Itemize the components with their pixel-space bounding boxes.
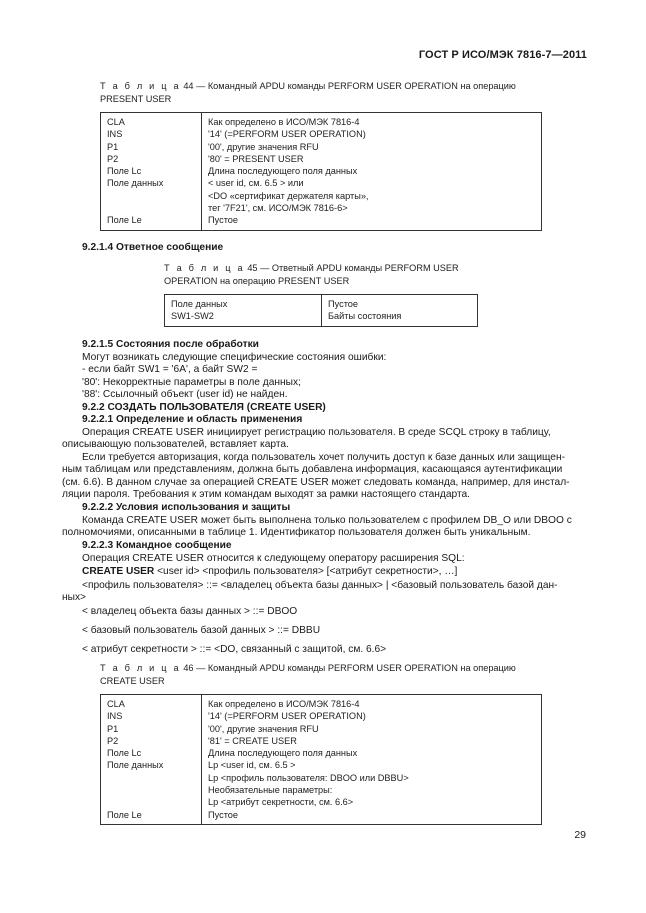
table-44-cell: '00', другие значения RFU: [208, 141, 319, 152]
table-46-caption: [100, 662, 516, 687]
table-46-cell: CLA: [107, 699, 125, 709]
table-46-left-column: [101, 695, 202, 825]
table-46-caption-text: 46 — Командный APDU команды PERFORM USER OPERATION на операцию: [180, 663, 516, 673]
table-46-cell: Lp <атрибут секретности, см. 6.6>: [208, 797, 354, 808]
table-44-cell: < user id, см. 6.5 > или: [208, 178, 304, 189]
paragraph-line: - если байт SW1 = '6A', а байт SW2 =: [82, 364, 258, 375]
table-45: [164, 294, 478, 327]
table-46-cell: P1: [107, 723, 119, 734]
table-44-cell: Как определено в ИСО/МЭК 7816-4: [208, 117, 360, 127]
table-46-cell: Необязательные параметры:: [208, 785, 333, 796]
paragraph-line: Если требуется авторизация, когда пользователь хочет получить доступ к базе данных или защищен-: [82, 452, 565, 463]
table-44-cell: P1: [107, 141, 119, 152]
paragraph-line: Команда CREATE USER может быть выполнена только пользователем с профилем DB_O или DBOO с: [82, 515, 572, 526]
paragraph-line: '80': Некорректные параметры в поле данных;: [82, 377, 301, 388]
table-44-cell: Длина последующего поля данных: [208, 166, 358, 177]
table-44-caption-word: Т а б л и ц а: [100, 81, 181, 91]
table-45-caption-text: 45 — Ответный APDU команды PERFORM USER: [244, 263, 459, 273]
table-44-cell: INS: [107, 129, 123, 140]
table-44-cell: '14' (=PERFORM USER OPERATION): [208, 129, 366, 140]
table-44-left-column: [101, 113, 202, 231]
table-45-caption: [164, 262, 459, 287]
table-44: [100, 112, 542, 231]
table-45-right-column: [322, 295, 478, 327]
table-46-cell: '81' = CREATE USER: [208, 735, 297, 746]
table-45-cell: SW1-SW2: [171, 311, 214, 322]
table-44-right-column: [202, 113, 542, 231]
table-44-cell: Поле данных: [107, 178, 164, 189]
table-46-cell: Пустое: [208, 809, 239, 820]
table-46-cell: Длина последующего поля данных: [208, 748, 358, 759]
sql-syntax-rest: <user id> <профиль пользователя> [<атрибут секретности>, …]: [154, 566, 458, 577]
table-44-cell: Поле Lc: [107, 166, 142, 177]
definition-line: < владелец объекта базы данных > ::= DBOO: [82, 606, 298, 617]
table-46-cell: Lp <user id, см. 6.5 >: [208, 760, 296, 771]
paragraph-line: Операция CREATE USER относится к следующему оператору расширения SQL:: [82, 553, 465, 564]
table-46-right-column: [202, 695, 542, 825]
table-45-caption-line2: OPERATION на операцию PRESENT USER: [164, 275, 350, 286]
table-45-cell: Поле данных: [171, 299, 228, 309]
definition-line: ных>: [62, 592, 86, 603]
paragraph-line: Операция CREATE USER инициирует регистрацию пользователя. В среде SCQL строку в таблицу,: [82, 427, 551, 438]
sql-keyword: CREATE USER: [82, 566, 155, 577]
table-46-caption-line2: CREATE USER: [100, 675, 165, 686]
paragraph-line: (см. 6.6). В данном случае за операцией CREATE USER может следовать команда, например, для инстал-: [62, 477, 570, 488]
table-46-cell: INS: [107, 711, 123, 722]
table-44-cell: Поле Le: [107, 215, 142, 226]
table-44-cell: тег '7F21', см. ИСО/МЭК 7816-6>: [208, 203, 348, 214]
section-9214-title: 9.2.1.4 Ответное сообщение: [82, 242, 224, 253]
table-46: [100, 694, 542, 825]
table-44-cell: <DO «сертификат держателя карты»,: [208, 190, 369, 201]
table-46-cell: '00', другие значения RFU: [208, 723, 319, 734]
section-922-title: 9.2.2 СОЗДАТЬ ПОЛЬЗОВАТЕЛЯ (CREATE USER): [82, 402, 326, 413]
paragraph-line: '88': Ссылочный объект (user id) не найден.: [82, 389, 288, 400]
paragraph-line: полномочиями, описанными в таблице 1. Идентификатор пользователя должен быть уникальным.: [62, 527, 531, 538]
definition-line: <профиль пользователя> ::= <владелец объекта базы данных> | <базовый пользователь базой дан-: [82, 580, 558, 591]
paragraph-line: ляции пароля. Требования к этим командам выходят за рамки настоящего стандарта.: [62, 489, 471, 500]
section-9215-title: 9.2.1.5 Состояния после обработки: [82, 339, 259, 350]
table-46-caption-word: Т а б л и ц а: [100, 663, 181, 673]
section-9221-title: 9.2.2.1 Определение и область применения: [82, 414, 303, 425]
table-45-left-column: [165, 295, 322, 327]
section-9222-title: 9.2.2.2 Условия использования и защиты: [82, 502, 291, 513]
paragraph-line: ным таблицам или представлениям, должна быть добавлена информация, касающаяся аутентификации: [62, 464, 563, 475]
table-46-cell: P2: [107, 735, 119, 746]
table-45-cell: Байты состояния: [328, 311, 402, 322]
standard-header: ГОСТ Р ИСО/МЭК 7816-7—2011: [418, 49, 587, 61]
table-46-cell: Поле данных: [107, 760, 164, 771]
table-44-cell: P2: [107, 153, 119, 164]
page-number: 29: [574, 829, 586, 841]
table-44-cell: '80' = PRESENT USER: [208, 153, 304, 164]
sql-syntax-line: [82, 566, 457, 579]
table-44-cell: Пустое: [208, 215, 239, 226]
table-46-cell: Как определено в ИСО/МЭК 7816-4: [208, 699, 360, 709]
paragraph-line: Могут возникать следующие специфические состояния ошибки:: [82, 352, 387, 363]
table-44-caption-text: 44 — Командный APDU команды PERFORM USER OPERATION на операцию: [180, 81, 516, 91]
table-44-caption: [100, 80, 516, 105]
table-45-cell: Пустое: [328, 299, 359, 309]
table-46-cell: Поле Le: [107, 809, 142, 820]
definition-line: < атрибут секретности > ::= <DO, связанный с защитой, см. 6.6>: [82, 644, 387, 655]
table-46-cell: Поле Lc: [107, 748, 142, 759]
table-44-cell: CLA: [107, 117, 125, 127]
paragraph-line: описывающую пользователей, вставляет карта.: [62, 439, 289, 450]
section-9223-title: 9.2.2.3 Командное сообщение: [82, 540, 232, 551]
table-46-cell: Lp <профиль пользователя: DBOO или DBBU>: [208, 772, 409, 783]
definition-line: < базовый пользователь базой данных > ::= DBBU: [82, 625, 321, 636]
table-44-caption-line2: PRESENT USER: [100, 93, 172, 104]
table-45-caption-word: Т а б л и ц а: [164, 263, 245, 273]
table-46-cell: '14' (=PERFORM USER OPERATION): [208, 711, 366, 722]
